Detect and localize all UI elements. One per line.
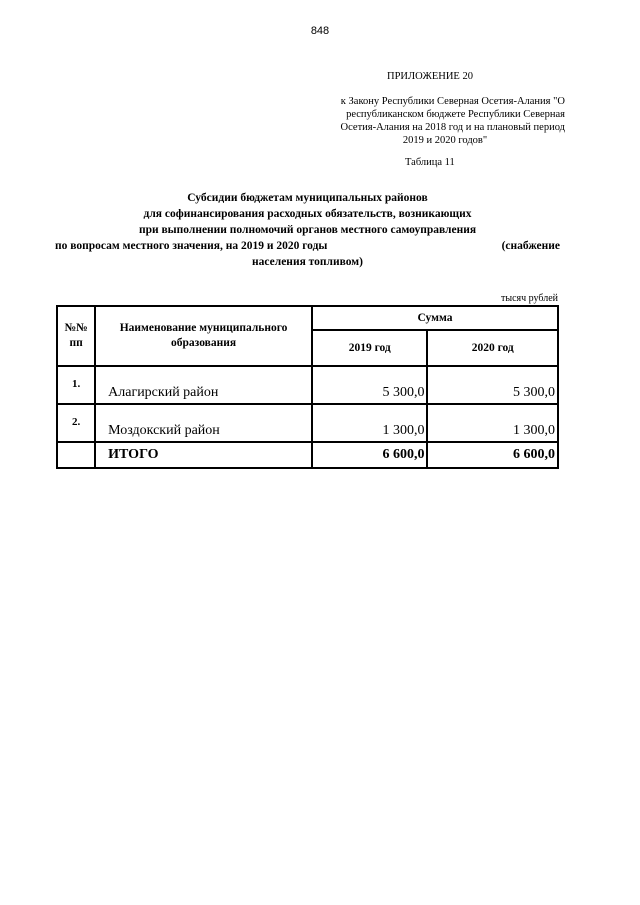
table-row (57, 404, 558, 442)
law-reference-line: 2019 и 2020 годов" (402, 135, 488, 146)
units-label: тысяч рублей (500, 293, 558, 304)
header-year-2019: 2019 год (312, 330, 427, 366)
row-amount-2020: 1 300,0 (427, 404, 558, 442)
header-year-2020: 2020 год (427, 330, 558, 366)
heading-line: населения топливом) (252, 256, 363, 268)
row-name: Моздокский район (95, 404, 312, 442)
row-amount-2019: 5 300,0 (312, 366, 427, 404)
heading-line: для софинансирования расходных обязательств, возникающих (143, 208, 472, 220)
total-amount-2020: 6 600,0 (427, 442, 558, 468)
row-amount-2019: 1 300,0 (312, 404, 427, 442)
total-num-cell (57, 442, 95, 468)
table-row (57, 366, 558, 404)
law-reference (295, 95, 565, 147)
header-name: Наименование муниципального образования (95, 306, 312, 366)
heading-line-left: по вопросам местного значения, на 2019 и 2020 годы (55, 240, 328, 252)
appendix-block (295, 70, 565, 147)
heading-line-right: (снабжение (501, 240, 560, 252)
header-num: №№ пп (57, 306, 95, 366)
heading-line: Субсидии бюджетам муниципальных районов (187, 192, 428, 204)
law-reference-line: к Закону Республики Северная Осетия-Алания "О (340, 96, 565, 107)
row-number: 2. (57, 404, 95, 442)
row-name: Алагирский район (95, 366, 312, 404)
subsidies-table (56, 305, 559, 469)
row-number: 1. (57, 366, 95, 404)
table-label: Таблица 11 (405, 157, 455, 168)
total-label: ИТОГО (95, 442, 312, 468)
header-sum: Сумма (312, 306, 558, 330)
document-heading (55, 190, 560, 270)
total-amount-2019: 6 600,0 (312, 442, 427, 468)
heading-line (55, 238, 560, 254)
heading-line: при выполнении полномочий органов местного самоуправления (138, 224, 477, 236)
law-reference-line: республиканском бюджете Республики Северная (346, 109, 565, 120)
appendix-title: ПРИЛОЖЕНИЕ 20 (387, 71, 473, 82)
page-number: 848 (310, 25, 330, 37)
total-row (57, 442, 558, 468)
row-amount-2020: 5 300,0 (427, 366, 558, 404)
law-reference-line: Осетия-Алания на 2018 год и на плановый период (340, 122, 565, 133)
